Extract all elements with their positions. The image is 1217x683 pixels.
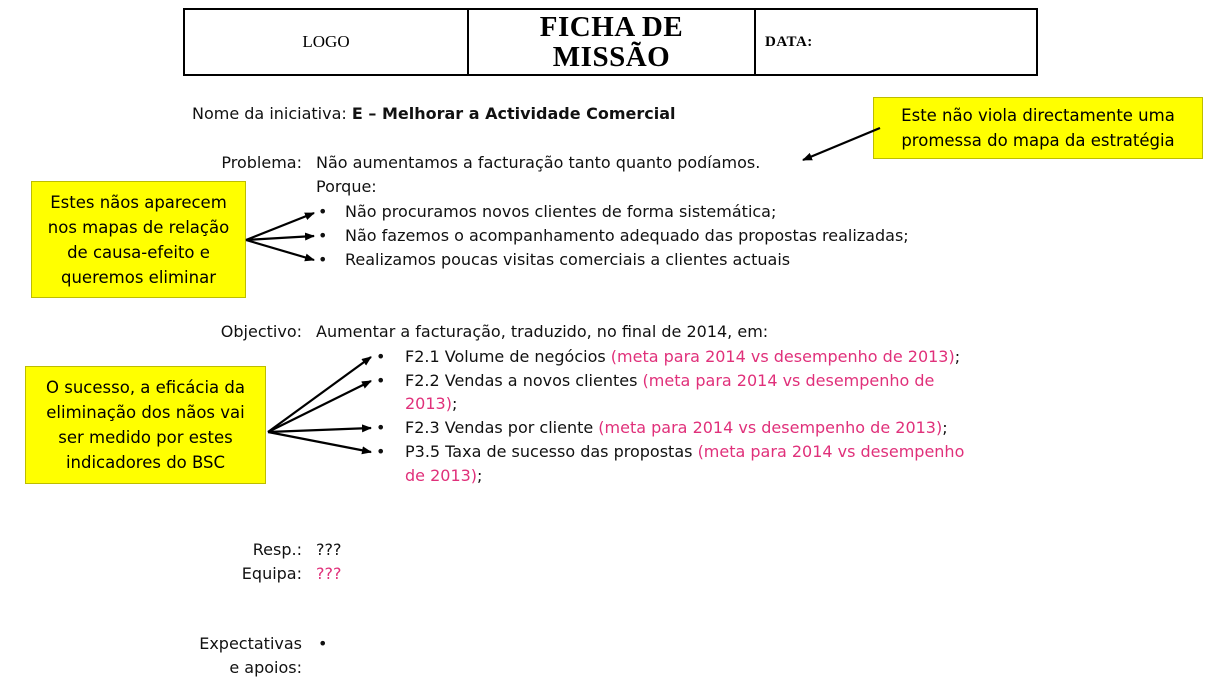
indicator-end: ; — [954, 347, 961, 366]
title-line-2: MISSÃO — [552, 41, 671, 73]
bullet: • — [376, 347, 386, 366]
arrow-left-bottom-1 — [268, 357, 371, 432]
problem-text: Não aumentamos a facturação tanto quanto podíamos. — [316, 153, 761, 172]
note-line: queremos eliminar — [61, 267, 216, 287]
note-line: indicadores do BSC — [65, 453, 226, 472]
logo-text: LOGO — [302, 32, 350, 51]
indicator-meta: 2013) — [405, 394, 452, 413]
bullet: • — [376, 442, 386, 461]
team-label: Equipa: — [241, 564, 302, 583]
note-line: de causa-efeito e — [67, 242, 210, 262]
initiative-value: E – Melhorar a Actividade Comercial — [351, 104, 676, 123]
indicator-meta: (meta para 2014 vs desempenho de 2013) — [610, 347, 955, 366]
bullet: • — [376, 418, 386, 437]
problem-item: Realizamos poucas visitas comerciais a clientes actuais — [345, 250, 791, 269]
problem-item: Não fazemos o acompanhamento adequado das propostas realizadas; — [345, 226, 909, 245]
arrow-left-bottom-2 — [268, 381, 371, 432]
indicator-meta: de 2013) — [405, 466, 478, 485]
bullet: • — [318, 250, 328, 269]
arrow-left-bottom-3 — [268, 428, 371, 432]
expectations-label-2: e apoios: — [229, 658, 302, 677]
indicator-end: ; — [451, 394, 458, 413]
bullet: • — [318, 634, 328, 653]
resp-label: Resp.: — [252, 540, 302, 559]
problem-label: Problema: — [221, 153, 302, 172]
arrow-left-bottom-4 — [268, 432, 371, 452]
objective-label: Objectivo: — [220, 322, 302, 341]
title-line-1: FICHA DE — [539, 11, 684, 43]
note-line: ser medido por estes — [58, 428, 233, 447]
bullet: • — [376, 371, 386, 390]
expectations-label-1: Expectativas — [199, 634, 302, 653]
arrow-top-right — [803, 128, 880, 160]
initiative-label: Nome da iniciativa: — [192, 104, 347, 123]
resp-value: ??? — [316, 540, 342, 559]
note-line: nos mapas de relação — [47, 217, 230, 237]
problem-item: Não procuramos novos clientes de forma sistemática; — [345, 202, 777, 221]
indicator-meta: (meta para 2014 vs desempenho de 2013) — [598, 418, 943, 437]
indicator-text: F2.2 Vendas a novos clientes — [405, 371, 643, 390]
date-label: DATA: — [765, 33, 813, 50]
indicator-meta: (meta para 2014 vs desempenho — [697, 442, 965, 461]
indicator-meta: (meta para 2014 vs desempenho de — [642, 371, 935, 390]
indicator-end: ; — [477, 466, 483, 485]
indicator-text: F2.1 Volume de negócios — [405, 347, 611, 366]
note-line: Este não viola directamente uma — [901, 106, 1175, 125]
note-line: eliminação dos nãos vai — [46, 403, 245, 422]
indicator-text: P3.5 Taxa de sucesso das propostas — [405, 442, 698, 461]
bullet: • — [318, 202, 328, 221]
note-line: Estes nãos aparecem — [50, 192, 227, 212]
problem-because: Porque: — [316, 177, 377, 196]
arrow-left-top-3 — [246, 240, 314, 260]
indicator-text: F2.3 Vendas por cliente — [405, 418, 599, 437]
note-line: O sucesso, a eficácia da — [46, 378, 245, 397]
indicator-end: ; — [942, 418, 948, 437]
objective-text: Aumentar a facturação, traduzido, no final de 2014, em: — [316, 322, 769, 341]
bullet: • — [318, 226, 328, 245]
note-line: promessa do mapa da estratégia — [901, 131, 1175, 150]
team-value: ??? — [316, 564, 342, 583]
